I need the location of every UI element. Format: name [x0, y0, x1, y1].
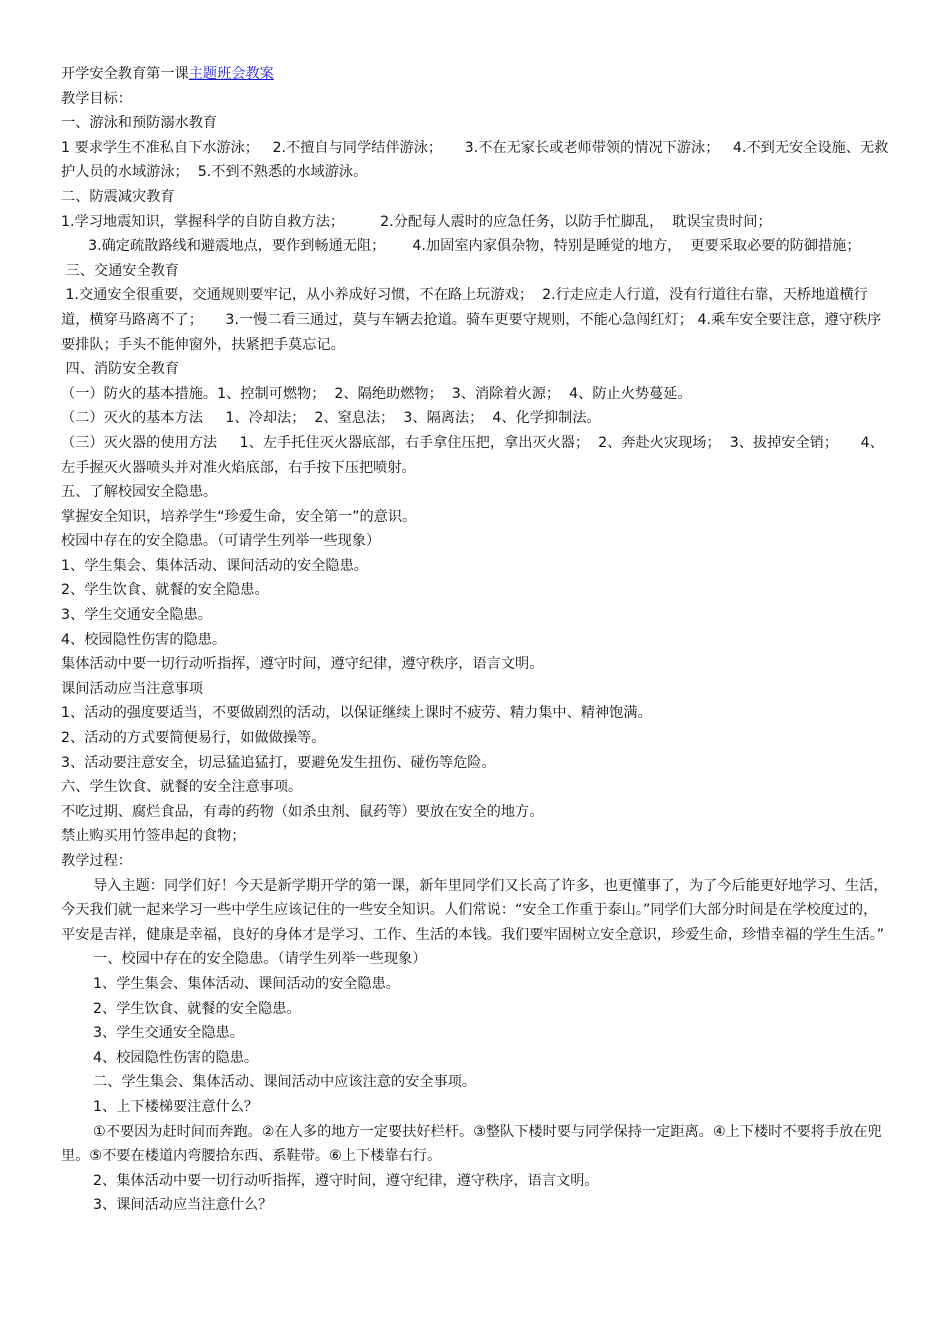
process-question-stairs: 1、上下楼梯要注意什么？ [93, 1098, 259, 1115]
paragraph-introduction: 导入主题：同学们好！今天是新学期开学的第一课，新年里同学们又长高了许多，也更懂事了，为了今后能更好地学习、生活，今天我们就一起来学习一些中学生应该记住的一些安全知识。人们常说：“安全工作重于泰山。”同学们大部分时间是在学校度过的，平安是吉祥，健康是幸福，良好的身体才是学习、工作、生活的本钱。我们要牢固树立安全意识，珍爱生命，珍惜幸福的学生生活。” [61, 877, 888, 943]
list-item: 3、活动要注意安全，切忌猛追猛打，要避免发生扭伤、碰伤等危险。 [61, 754, 496, 771]
list-item: 2、活动的方式要简便易行，如做做操等。 [61, 730, 326, 747]
paragraph-hazards-intro: 校园中存在的安全隐患。（可请学生列举一些现象） [61, 533, 381, 550]
list-item: 2、学生饮食、就餐的安全隐患。 [93, 1000, 301, 1017]
list-item: 1、学生集会、集体活动、课间活动的安全隐患。 [93, 975, 400, 992]
paragraph-fire-prevention: （一）防火的基本措施。1、控制可燃物； 2、隔绝助燃物； 3、消除着火源； 4、防止火势蔓延。 [61, 385, 692, 402]
title-text: 开学安全教育第一课 [61, 66, 189, 82]
document-title [61, 62, 891, 87]
title-link[interactable]: 主题班会教案 [188, 66, 274, 82]
paragraph-break-activity-heading: 课间活动应当注意事项 [61, 680, 203, 697]
paragraph-earthquake-2: 3.确定疏散路线和避震地点，要作到畅通无阻； 4.加固室内家俱杂物，特别是睡觉的地方， 更要采取必要的防御措施； [61, 238, 861, 255]
list-item: 1、学生集会、集体活动、课间活动的安全隐患。 [61, 557, 368, 574]
paragraph-traffic-rules: 1.交通安全很重要，交通规则要牢记，从小养成好习惯，不在路上玩游戏； 2.行走应走人行道，没有行道往右靠，天桥地道横行道，横穿马路离不了； 3.一慢二看三通过，莫与车辆去抢道。骑车更要守规则，不能心急闯红灯； 4.乘车安全要注意，遵守秩序要排队；手头不能伸窗外，扶紧把手莫忘记。 [61, 287, 882, 353]
process-heading-hazards: 一、校园中存在的安全隐患。（请学生列举一些现象） [93, 951, 427, 968]
list-item: 4、校园隐性伤害的隐患。 [93, 1049, 259, 1066]
list-item: 3、学生交通安全隐患。 [61, 607, 212, 624]
section-heading-food-safety: 六、学生饮食、就餐的安全注意事项。 [61, 779, 303, 796]
section-heading-swimming: 一、游泳和预防溺水教育 [61, 115, 218, 132]
paragraph-food-ban: 禁止购买用竹签串起的食物； [61, 828, 246, 845]
list-item: 3、学生交通安全隐患。 [93, 1025, 244, 1042]
document-body [61, 62, 891, 1218]
list-item: 2、学生饮食、就餐的安全隐患。 [61, 582, 269, 599]
list-item: 4、校园隐性伤害的隐患。 [61, 631, 227, 648]
paragraph-stairs-rules: ①不要因为赶时间而奔跑。②在人多的地方一定要扶好栏杆。③整队下楼时要与同学保持一定距离。④上下楼时不要将手放在兜里。⑤不要在楼道内弯腰拾东西、系鞋带。⑥上下楼靠右行。 [61, 1123, 882, 1165]
process-group-activity: 2、集体活动中要一切行动听指挥，遵守时间，遵守纪律，遵守秩序，语言文明。 [93, 1172, 599, 1189]
section-heading-traffic: 三、交通安全教育 [61, 262, 180, 279]
section-heading-process: 教学过程： [61, 853, 132, 869]
paragraph-extinguisher-use: （三）灭火器的使用方法 1、左手托住灭火器底部，右手拿住压把，拿出灭火器； 2、奔赴火灾现场； 3、拔掉安全销； 4、左手握灭火器喷头并对准火焰底部，右手按下压把喷射。 [61, 434, 884, 476]
list-item: 1、活动的强度要适当，不要做剧烈的活动，以保证继续上课时不疲劳、精力集中、精神饱满。 [61, 705, 652, 722]
paragraph-group-activity: 集体活动中要一切行动听指挥，遵守时间，遵守纪律，遵守秩序，语言文明。 [61, 656, 544, 673]
section-heading-fire: 四、消防安全教育 [61, 361, 180, 378]
process-question-break: 3、课间活动应当注意什么？ [93, 1197, 273, 1214]
paragraph-safety-awareness: 掌握安全知识，培养学生“珍爱生命，安全第一”的意识。 [61, 508, 417, 525]
paragraph-earthquake-1: 1.学习地震知识，掌握科学的自防自救方法； 2.分配每人震时的应急任务，以防手忙脚乱， 耽误宝贵时间； [61, 213, 772, 230]
section-heading-objectives: 教学目标： [61, 90, 132, 107]
paragraph-food-safety: 不吃过期、腐烂食品，有毒的药物（如杀虫剂、鼠药等）要放在安全的地方。 [61, 803, 544, 820]
paragraph-swimming-rules: 1 要求学生不准私自下水游泳； 2.不擅自与同学结伴游泳； 3.不在无家长或老师带领的情况下游泳； 4.不到无安全设施、无救护人员的水域游泳； 5.不到不熟悉的水域游泳。 [61, 139, 889, 181]
section-heading-earthquake: 二、防震减灾教育 [61, 188, 175, 205]
paragraph-fire-fighting: （二）灭火的基本方法 1、冷却法； 2、窒息法； 3、隔离法； 4、化学抑制法。 [61, 410, 601, 427]
process-heading-assembly: 二、学生集会、集体活动、课间活动中应该注意的安全事项。 [93, 1074, 477, 1091]
section-heading-campus-hazards: 五、了解校园安全隐患。 [61, 484, 218, 501]
